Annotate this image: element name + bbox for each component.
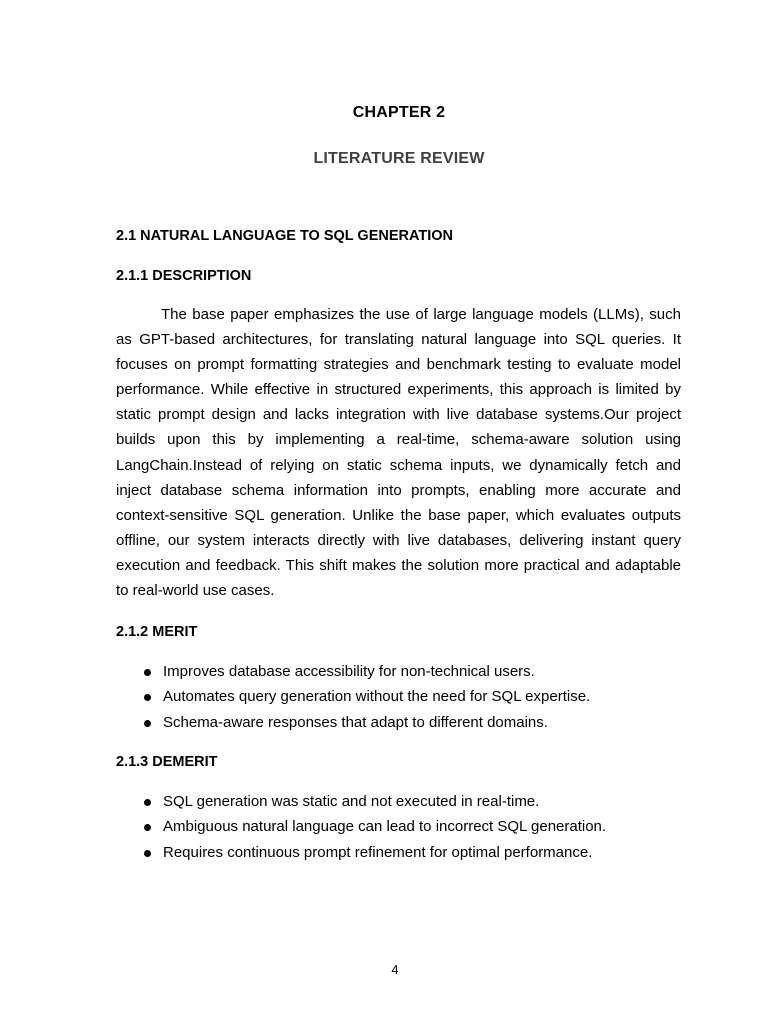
chapter-title: CHAPTER 2 (352, 104, 446, 121)
merit-list (116, 659, 590, 735)
chapter-subtitle: LITERATURE REVIEW (313, 150, 485, 167)
list-item-text: SQL generation was static and not executed in real-time. (163, 793, 540, 810)
description-heading: 2.1.1 DESCRIPTION (116, 268, 252, 284)
list-item-text: Requires continuous prompt refinement for optimal performance. (163, 843, 593, 861)
bullet-icon (144, 799, 151, 806)
bullet-icon (144, 824, 151, 831)
demerit-heading: 2.1.3 DEMERIT (116, 754, 218, 770)
list-item (116, 840, 606, 865)
bullet-icon (144, 850, 151, 857)
list-item (116, 684, 590, 709)
list-item-text: Schema-aware responses that adapt to different domains. (163, 713, 548, 731)
bullet-icon (144, 669, 151, 676)
list-item-text: Improves database accessibility for non-technical users. (163, 663, 535, 680)
list-item (116, 710, 590, 735)
demerit-list (116, 789, 606, 865)
merit-heading: 2.1.2 MERIT (116, 624, 198, 640)
list-item (116, 814, 606, 839)
section-heading: 2.1 NATURAL LANGUAGE TO SQL GENERATION (116, 228, 454, 244)
list-item-text: Automates query generation without the need for SQL expertise. (163, 688, 591, 706)
list-item-text: Ambiguous natural language can lead to incorrect SQL generation. (163, 818, 607, 836)
page-number: 4 (391, 962, 399, 977)
description-paragraph: The base paper emphasizes the use of large language models (LLMs), such as GPT-based architectures, for translating natural language into SQL queries. It focuses on prompt formatting strategies and benchmark testing to evaluate model performance. While effective in structured experiments, this approach is limited by static prompt design and lacks integration with live database systems.Our project builds upon this by implementing a real-time, schema-aware solution using LangChain.Instead of relying on static schema inputs, we dynamically fetch and inject database schema information into prompts, enabling more accurate and context-sensitive SQL generation. Unlike the base paper, which evaluates outputs offline, our system interacts directly with live databases, delivering instant query execution and feedback. This shift makes the solution more practical and adaptable to real-world use cases. (116, 306, 681, 600)
list-item (116, 659, 590, 684)
list-item (116, 789, 606, 814)
bullet-icon (144, 694, 151, 701)
bullet-icon (144, 720, 151, 727)
